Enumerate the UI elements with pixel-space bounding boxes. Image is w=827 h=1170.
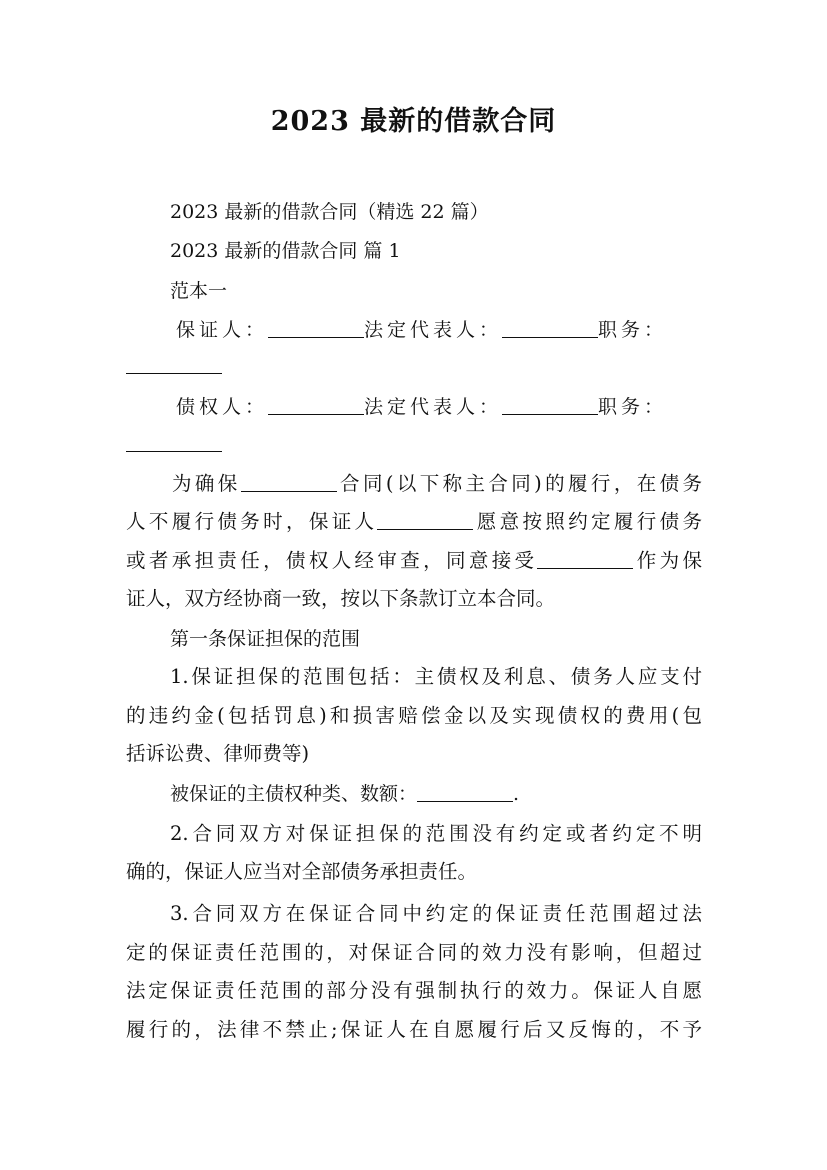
guarantor-blank <box>268 317 364 338</box>
preamble-line-1 <box>126 465 702 503</box>
item2-line-1: 2.合同双方对保证担保的范围没有约定或者约定不明 <box>170 822 702 845</box>
item1-line-2: 的违约金(包括罚息)和损害赔偿金以及实现债权的费用(包 <box>126 704 702 727</box>
preamble-text-3: 人不履行债务时，保证人 <box>126 510 378 533</box>
preamble-line-2 <box>126 503 702 541</box>
article-1-heading: 第一条保证担保的范围 <box>170 628 361 650</box>
guarantor-position-blank <box>126 353 222 374</box>
guarantor-position-label: 职务： <box>598 319 668 341</box>
preamble-text-5: 或者承担责任，债权人经审查，同意接受 <box>126 549 538 572</box>
preamble-text-2: 合同(以下称主合同)的履行，在债务 <box>336 472 702 495</box>
principal-end: . <box>513 783 520 805</box>
creditor-position-blank <box>126 431 222 452</box>
item1-line-1: 1.保证担保的范围包括：主债权及利息、债务人应支付 <box>170 665 702 688</box>
guarantor-line <box>176 316 667 344</box>
preamble-line-3 <box>126 542 702 580</box>
creditor-line <box>176 393 667 421</box>
principal-line <box>170 780 519 808</box>
sample-label: 范本一 <box>170 280 228 302</box>
document-title: 2023 最新的借款合同 <box>270 106 557 137</box>
guarantor-legal-rep-label: 法定代表人： <box>364 319 503 341</box>
principal-blank <box>417 781 513 802</box>
creditor-label: 债权人： <box>176 396 269 418</box>
preamble-text-1: 为确保 <box>172 472 241 495</box>
preamble-text-4: 愿意按照约定履行债务 <box>473 510 702 533</box>
item3-line-2: 定的保证责任范围的，对保证合同的效力没有影响，但超过 <box>126 941 702 964</box>
guarantor-name-blank <box>377 509 473 530</box>
collection-title: 2023 最新的借款合同（精选 22 篇） <box>170 201 489 223</box>
accepted-guarantor-blank <box>537 548 633 569</box>
principal-label: 被保证的主债权种类、数额： <box>170 783 418 805</box>
preamble-line-4: 证人，双方经协商一致，按以下条款订立本合同。 <box>126 587 556 610</box>
chapter-title: 2023 最新的借款合同 篇 1 <box>170 240 401 262</box>
guarantor-legal-rep-blank <box>502 317 598 338</box>
creditor-legal-rep-label: 法定代表人： <box>364 396 503 418</box>
item2-line-2: 确的，保证人应当对全部债务承担责任。 <box>126 860 478 883</box>
creditor-position-label: 职务： <box>598 396 668 418</box>
item1-line-3: 括诉讼费、律师费等) <box>126 742 310 765</box>
creditor-blank <box>268 394 364 415</box>
item3-line-4: 履行的，法律不禁止;保证人在自愿履行后又反悔的，不予 <box>126 1018 702 1041</box>
item3-line-3: 法定保证责任范围的部分没有强制执行的效力。保证人自愿 <box>126 979 702 1002</box>
preamble-text-6: 作为保 <box>633 549 702 572</box>
creditor-position-line <box>126 430 222 458</box>
guarantor-label: 保证人： <box>176 319 269 341</box>
main-contract-blank <box>241 471 337 492</box>
item3-line-1: 3.合同双方在保证合同中约定的保证责任范围超过法 <box>170 902 702 925</box>
guarantor-position-line <box>126 352 222 380</box>
creditor-legal-rep-blank <box>502 394 598 415</box>
